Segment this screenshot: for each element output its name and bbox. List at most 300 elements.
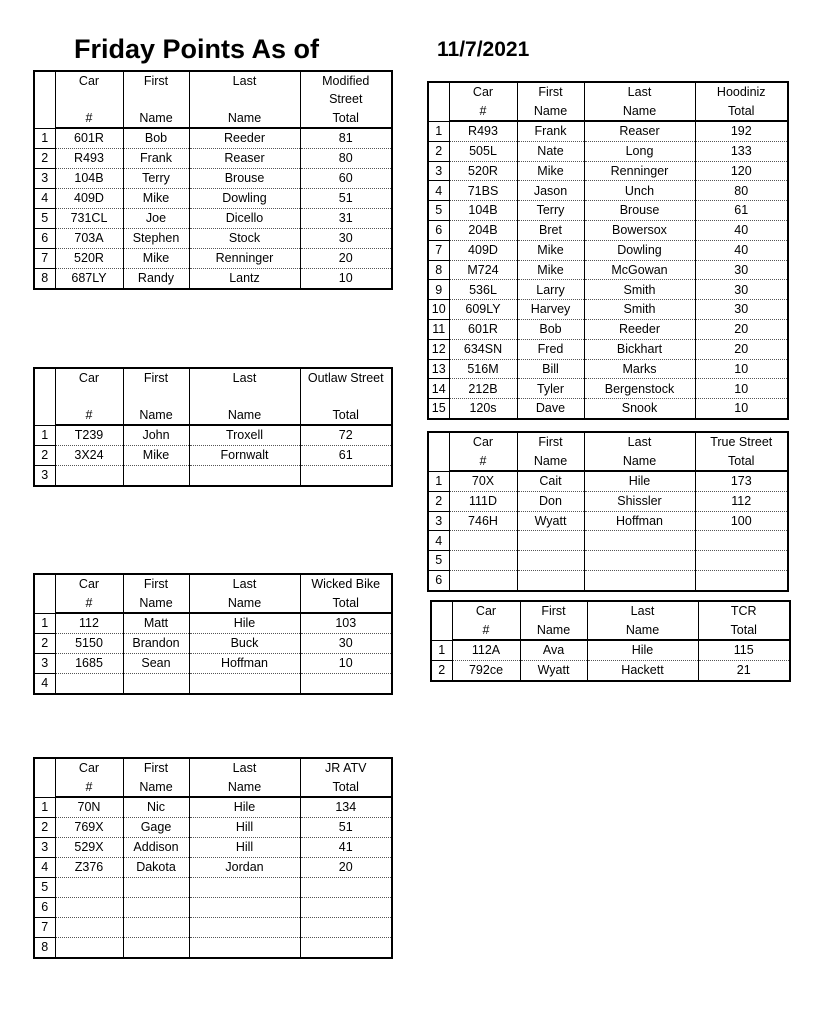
table-row [34,446,392,466]
header-first [123,574,189,613]
total-cell: 51 [300,189,392,209]
table-row [34,466,392,487]
total-cell: 192 [695,121,788,141]
total-cell: 120 [695,161,788,181]
header-total-line: TCR [730,604,757,618]
first-name-cell: Terry [517,201,584,221]
car-number-cell: 3X24 [55,446,123,466]
header-car-line: Car [472,85,494,99]
header-last-line: Name [227,110,262,125]
header-last-line: Last [627,435,652,449]
car-number-cell: 609LY [449,300,517,320]
table-row [34,169,392,189]
table-header-row [34,71,392,128]
header-total [300,574,392,613]
car-number-cell [449,531,517,551]
last-name-cell [189,466,300,487]
rank-cell: 14 [428,379,449,399]
header-last-line: Last [232,371,257,385]
first-name-cell: Bob [123,128,189,149]
total-cell: 30 [300,634,392,654]
header-total [300,71,392,128]
total-cell: 30 [695,260,788,280]
last-name-cell: Jordan [189,858,300,878]
header-total [300,758,392,797]
first-name-cell: Stephen [123,229,189,249]
last-name-cell: Buck [189,634,300,654]
first-name-cell [123,918,189,938]
header-car-line: # [85,779,93,794]
header-car-line: Car [78,74,100,88]
rank-cell: 7 [428,240,449,260]
car-number-cell: R493 [449,121,517,141]
last-name-cell: Renninger [584,161,695,181]
points-table-jratv [33,757,393,959]
last-name-cell [584,570,695,590]
total-cell: 80 [695,181,788,201]
header-total-line: JR ATV [325,761,367,775]
table-header-row [34,368,392,425]
table-row [428,379,788,399]
points-table-wickedbike [33,573,393,695]
total-cell [300,466,392,487]
table-row [428,531,788,551]
header-last-line: Name [622,453,657,468]
last-name-cell: Hile [189,613,300,634]
header-total-line: Total [332,595,359,610]
total-cell: 10 [300,269,392,290]
header-first-line: Name [139,595,173,610]
rank-cell: 6 [428,570,449,590]
table-header-row [428,432,788,471]
rank-cell: 1 [428,471,449,491]
header-last-line: Last [627,85,652,99]
rank-cell: 7 [34,918,55,938]
header-last [189,758,300,797]
header-last [189,368,300,425]
first-name-cell: Bret [517,220,584,240]
last-name-cell: Reeder [584,319,695,339]
car-number-cell: 71BS [449,181,517,201]
rank-cell: 7 [34,249,55,269]
rank-cell: 1 [34,797,55,818]
car-number-cell [449,570,517,590]
last-name-cell: Smith [584,280,695,300]
car-number-cell: 70N [55,797,123,818]
last-name-cell: Brouse [584,201,695,221]
rank-cell: 1 [428,121,449,141]
table-row [428,511,788,531]
car-number-cell: 120s [449,399,517,419]
table-row [428,260,788,280]
table-row [428,201,788,221]
table-row [428,280,788,300]
table-row [428,570,788,590]
header-first-line: Name [139,407,173,422]
first-name-cell: Mike [517,240,584,260]
first-name-cell [123,898,189,918]
rank-cell: 11 [428,319,449,339]
first-name-cell: Don [517,491,584,511]
first-name-cell: Bill [517,359,584,379]
car-number-cell: 409D [449,240,517,260]
last-name-cell: Shissler [584,491,695,511]
points-table-truestreet [427,431,789,592]
last-name-cell [189,918,300,938]
table-row [428,551,788,571]
table-row [34,654,392,674]
header-total-line: Wicked Bike [311,577,381,591]
last-name-cell [189,898,300,918]
car-number-cell: Z376 [55,858,123,878]
table-row [34,189,392,209]
rank-cell: 3 [428,161,449,181]
header-car [55,368,123,425]
header-last-line: Last [232,761,257,775]
rank-cell: 3 [34,466,55,487]
last-name-cell: Unch [584,181,695,201]
table-row [34,797,392,818]
car-number-cell: 70X [449,471,517,491]
car-number-cell: T239 [55,425,123,446]
rank-cell: 10 [428,300,449,320]
header-last-line: Last [232,74,257,88]
first-name-cell: Mike [517,161,584,181]
car-number-cell: 703A [55,229,123,249]
table-row [428,319,788,339]
table-row [34,858,392,878]
total-cell: 30 [300,229,392,249]
first-name-cell: Dave [517,399,584,419]
car-number-cell [55,898,123,918]
header-car-line: # [482,622,490,637]
first-name-cell: Wyatt [517,511,584,531]
car-number-cell [55,938,123,959]
header-car-line: Car [472,435,494,449]
table-row [428,220,788,240]
last-name-cell: Smith [584,300,695,320]
last-name-cell: Marks [584,359,695,379]
rank-cell: 8 [428,260,449,280]
first-name-cell: Matt [123,613,189,634]
car-number-cell: 687LY [55,269,123,290]
rank-cell: 3 [34,838,55,858]
last-name-cell: Hackett [587,661,698,682]
car-number-cell: 769X [55,818,123,838]
first-name-cell: Frank [517,121,584,141]
first-name-cell: Dakota [123,858,189,878]
header-car [449,82,517,121]
header-total-line: Total [728,453,755,468]
rank-cell: 3 [428,511,449,531]
table-row [34,249,392,269]
rank-cell: 2 [431,661,452,682]
car-number-cell: 529X [55,838,123,858]
header-car-line: # [85,407,93,422]
car-number-cell: 111D [449,491,517,511]
total-cell: 41 [300,838,392,858]
header-first-line: First [538,85,563,99]
header-total-line: Hoodiniz [716,85,766,99]
rank-header [34,758,55,797]
rank-cell: 1 [34,425,55,446]
header-total [695,432,788,471]
first-name-cell: Addison [123,838,189,858]
header-total-line: Modified [322,74,370,88]
total-cell [300,878,392,898]
car-number-cell: 505L [449,141,517,161]
car-number-cell: 536L [449,280,517,300]
header-car-line: Car [78,371,100,385]
header-first [520,601,587,640]
first-name-cell: Joe [123,209,189,229]
total-cell: 133 [695,141,788,161]
header-first [517,82,584,121]
header-last-line: Last [630,604,655,618]
rank-cell: 2 [34,818,55,838]
car-number-cell: 731CL [55,209,123,229]
total-cell: 51 [300,818,392,838]
rank-cell: 1 [431,640,452,661]
header-first-line: First [143,371,169,385]
table-row [428,181,788,201]
rank-cell: 4 [34,189,55,209]
points-table-outlaw [33,367,393,487]
points-table-tcr [430,600,791,682]
first-name-cell: Ava [520,640,587,661]
header-first-line: Name [536,622,571,637]
total-cell: 10 [695,399,788,419]
car-number-cell: 212B [449,379,517,399]
first-name-cell: Frank [123,149,189,169]
rank-cell: 2 [34,446,55,466]
total-cell: 60 [300,169,392,189]
table-row [428,471,788,491]
last-name-cell: Troxell [189,425,300,446]
header-total-line: True Street [710,435,773,449]
last-name-cell: Renninger [189,249,300,269]
total-cell [300,918,392,938]
table-row [34,938,392,959]
table-header-row [34,758,392,797]
rank-cell: 4 [428,531,449,551]
header-total [698,601,790,640]
header-first-line: First [541,604,566,618]
header-first-line: First [143,74,169,88]
first-name-cell [517,551,584,571]
table-row [428,240,788,260]
car-number-cell: 112A [452,640,520,661]
car-number-cell: 204B [449,220,517,240]
rank-header [431,601,452,640]
last-name-cell: Hill [189,838,300,858]
header-first-line: Name [533,103,568,118]
total-cell: 20 [695,319,788,339]
car-number-cell: 746H [449,511,517,531]
header-car-line: Car [78,761,100,775]
header-last-line: Name [227,779,262,794]
rank-cell: 8 [34,269,55,290]
rank-cell: 4 [34,674,55,695]
header-total-line: Total [730,622,757,637]
first-name-cell: Mike [517,260,584,280]
car-number-cell: 112 [55,613,123,634]
header-first [123,758,189,797]
total-cell: 61 [300,446,392,466]
header-total-line: Total [332,779,359,794]
car-number-cell: 520R [55,249,123,269]
table-row [428,399,788,419]
car-number-cell [55,674,123,695]
last-name-cell: Hoffman [584,511,695,531]
header-last [189,71,300,128]
header-last-line: Name [227,595,262,610]
header-car-line: # [85,110,93,125]
first-name-cell: Nate [517,141,584,161]
first-name-cell: Sean [123,654,189,674]
rank-header [34,574,55,613]
table-row [428,491,788,511]
points-table-hoodiniz [427,81,789,420]
points-table-modified [33,70,393,290]
total-cell: 10 [695,379,788,399]
first-name-cell: Terry [123,169,189,189]
total-cell: 112 [695,491,788,511]
car-number-cell: 792ce [452,661,520,682]
total-cell: 134 [300,797,392,818]
rank-cell: 5 [428,201,449,221]
header-car [55,574,123,613]
header-last-line: Name [227,407,262,422]
total-cell: 72 [300,425,392,446]
rank-cell: 5 [34,878,55,898]
rank-cell: 15 [428,399,449,419]
last-name-cell: Lantz [189,269,300,290]
last-name-cell: Reeder [189,128,300,149]
car-number-cell: 520R [449,161,517,181]
table-row [34,128,392,149]
table-row [428,300,788,320]
table-row [34,838,392,858]
car-number-cell: 601R [55,128,123,149]
last-name-cell: Dowling [189,189,300,209]
first-name-cell [517,531,584,551]
first-name-cell [123,938,189,959]
header-total-line: Total [332,110,359,125]
header-last [584,82,695,121]
table-row [431,661,790,682]
first-name-cell: Randy [123,269,189,290]
total-cell [300,674,392,695]
header-last [584,432,695,471]
total-cell: 40 [695,220,788,240]
table-row [34,818,392,838]
table-row [34,898,392,918]
first-name-cell: Larry [517,280,584,300]
rank-cell: 6 [34,229,55,249]
first-name-cell: Mike [123,249,189,269]
car-number-cell: 409D [55,189,123,209]
table-header-row [428,82,788,121]
car-number-cell: 601R [449,319,517,339]
table-row [34,634,392,654]
first-name-cell [123,878,189,898]
total-cell [695,531,788,551]
first-name-cell: John [123,425,189,446]
last-name-cell [584,551,695,571]
first-name-cell: Fred [517,339,584,359]
first-name-cell [123,466,189,487]
total-cell [695,551,788,571]
last-name-cell: Long [584,141,695,161]
car-number-cell: R493 [55,149,123,169]
last-name-cell: Reaser [584,121,695,141]
rank-header [428,432,449,471]
first-name-cell: Gage [123,818,189,838]
first-name-cell: Tyler [517,379,584,399]
as-of-date: 11/7/2021 [437,38,530,61]
car-number-cell [55,466,123,487]
first-name-cell: Mike [123,189,189,209]
first-name-cell: Wyatt [520,661,587,682]
total-cell: 31 [300,209,392,229]
rank-cell: 3 [34,169,55,189]
first-name-cell [123,674,189,695]
last-name-cell: Hile [584,471,695,491]
last-name-cell: Hill [189,818,300,838]
header-total-line: Total [728,103,755,118]
rank-cell: 2 [34,149,55,169]
header-car-line: # [479,103,487,118]
rank-cell: 2 [428,141,449,161]
car-number-cell: M724 [449,260,517,280]
last-name-cell: Hoffman [189,654,300,674]
last-name-cell: McGowan [584,260,695,280]
last-name-cell: Stock [189,229,300,249]
total-cell: 61 [695,201,788,221]
total-cell: 40 [695,240,788,260]
first-name-cell: Nic [123,797,189,818]
rank-header [34,71,55,128]
table-header-row [34,574,392,613]
total-cell [300,898,392,918]
header-car-line: Car [475,604,497,618]
last-name-cell [584,531,695,551]
rank-cell: 6 [34,898,55,918]
header-last [587,601,698,640]
header-first-line: First [538,435,563,449]
header-first-line: First [143,577,169,591]
total-cell: 30 [695,300,788,320]
car-number-cell [55,918,123,938]
rank-cell: 2 [34,634,55,654]
header-last-line: Name [622,103,657,118]
header-first-line: Name [139,779,173,794]
last-name-cell [189,674,300,695]
rank-cell: 5 [428,551,449,571]
last-name-cell: Dowling [584,240,695,260]
last-name-cell: Hile [189,797,300,818]
total-cell [695,570,788,590]
car-number-cell: 104B [449,201,517,221]
table-row [34,269,392,290]
header-first [123,368,189,425]
table-row [428,161,788,181]
header-car-line: # [479,453,487,468]
header-first-line: Name [533,453,568,468]
last-name-cell: Fornwalt [189,446,300,466]
header-last [189,574,300,613]
